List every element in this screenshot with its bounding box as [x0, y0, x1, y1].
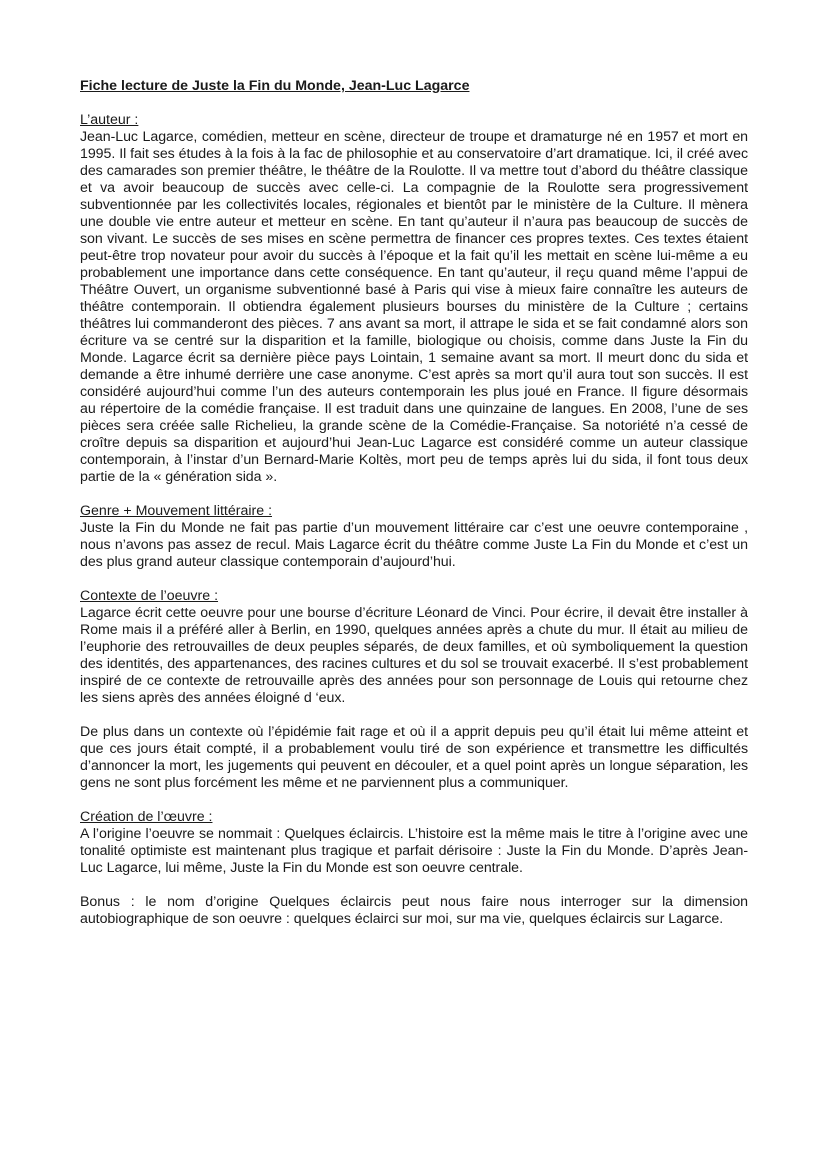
section-genre	[80, 503, 748, 571]
paragraph-creation-1: A l’origine l’oeuvre se nommait : Quelques éclaircis. L’histoire est la même mais le titre à l’origine avec une tonalité optimiste est maintenant plus tragique et parfait dérisoire : Juste la Fin du Monde. D’après Jean-Luc Lagarce, lui même, Juste la Fin du Monde est son oeuvre centrale.	[80, 826, 748, 876]
document-title: Fiche lecture de Juste la Fin du Monde, Jean-Luc Lagarce	[80, 78, 470, 94]
section-creation	[80, 809, 748, 928]
section-heading-contexte: Contexte de l’oeuvre :	[80, 588, 219, 604]
paragraph-contexte-1: Lagarce écrit cette oeuvre pour une bourse d’écriture Léonard de Vinci. Pour écrire, il devait être installer à Rome mais il a préféré aller à Berlin, en 1990, quelques années après a chute du mur. Il était au milieu de l’euphorie des retrouvailles de deux peuples séparés, de deux familles, et où symboliquement la question des identités, des appartenances, des racines cultures et du sol se trouvait exacerbé. Il s’est probablement inspiré de ce contexte de retrouvaille après des années pour son personnage de Louis qui retourne chez les siens après des années éloigné d ‘eux.	[80, 605, 748, 706]
section-contexte	[80, 588, 748, 792]
paragraph-bonus: Bonus : le nom d’origine Quelques éclaircis peut nous faire nous interroger sur la dimension autobiographique de son oeuvre : quelques éclairci sur moi, sur ma vie, quelques éclaircis sur Lagarce.	[80, 894, 748, 927]
paragraph-contexte-2: De plus dans un contexte où l’épidémie fait rage et où il a apprit depuis peu qu’il était lui même atteint et que ces jours était compté, il a probablement voulu tiré de son expérience et transmettre les difficultés d’annoncer la mort, les jugements qui peuvent en découler, et a quel point après un longue séparation, les gens ne sont plus forcément les même et ne parviennent plus a communiquer.	[80, 724, 748, 791]
section-auteur	[80, 112, 748, 486]
paragraph-genre: Juste la Fin du Monde ne fait pas partie d’un mouvement littéraire car c’est une oeuvre contemporaine , nous n’avons pas assez de recul. Mais Lagarce écrit du théâtre comme Juste La Fin du Monde et c’est un des plus grand auteur classique contemporain d’aujourd’hui.	[80, 520, 748, 570]
paragraph-auteur: Jean-Luc Lagarce, comédien, metteur en scène, directeur de troupe et dramaturge né en 1957 et mort en 1995. Il fait ses études à la fois à la fac de philosophie et au conservatoire d’art dramatique. Ici, il créé avec des camarades son premier théâtre, le théâtre de la Roulotte. Il va mettre tout d’abord du théâtre classique et va avoir beaucoup de succès avec celle-ci. La compagnie de la Roulotte sera progressivement subventionnée par les collectivités locales, régionales et bientôt par le ministère de la Culture. Il mènera une double vie entre auteur et metteur en scène. En tant qu’auteur il n’aura pas beaucoup de succès de son vivant. Le succès de ses mises en scène permettra de financer ces propres textes. Ces textes étaient peut-être trop novateur pour avoir du succès à l’époque et la fait qu’il les mettait en scène lui-même a eu probablement une importance dans cette conséquence. En tant qu’auteur, il reçu quand même l’appui de Théâtre Ouvert, un organisme subventionné basé à Paris qui vise à mieux faire connaître les auteurs de théâtre contemporain. Il obtiendra également plusieurs bourses du ministère de la Culture ; certains théâtres lui commanderont des pièces. 7 ans avant sa mort, il attrape le sida et se fait condamné alors son écriture va se centré sur la disparition et la famille, biologique ou choisis, comme dans Juste la Fin du Monde. Lagarce écrit sa dernière pièce pays Lointain, 1 semaine avant sa mort. Il meurt donc du sida et demande a être inhumé derrière une case anonyme. C’est après sa mort qu’il aura tout son succès. Il est considéré aujourd’hui comme l’un des auteurs contemporain les plus joué en France. Il figure désormais au répertoire de la comédie française. Il est traduit dans une quinzaine de langues. En 2008, l’une de ses pièces sera créée salle Richelieu, la grande scène de la Comédie-Française. Sa notoriété n’a cessé de croître depuis sa disparition et aujourd’hui Jean-Luc Lagarce est considéré comme un auteur classique contemporain, à l’instar d’un Bernard-Marie Koltès, mort peu de temps après lui du sida, il font tous deux partie de la « génération sida ».	[80, 129, 748, 485]
document-page	[80, 78, 748, 945]
section-heading-auteur: L’auteur :	[80, 112, 139, 128]
section-heading-genre: Genre + Mouvement littéraire :	[80, 503, 273, 519]
section-heading-creation: Création de l’œuvre :	[80, 809, 213, 825]
